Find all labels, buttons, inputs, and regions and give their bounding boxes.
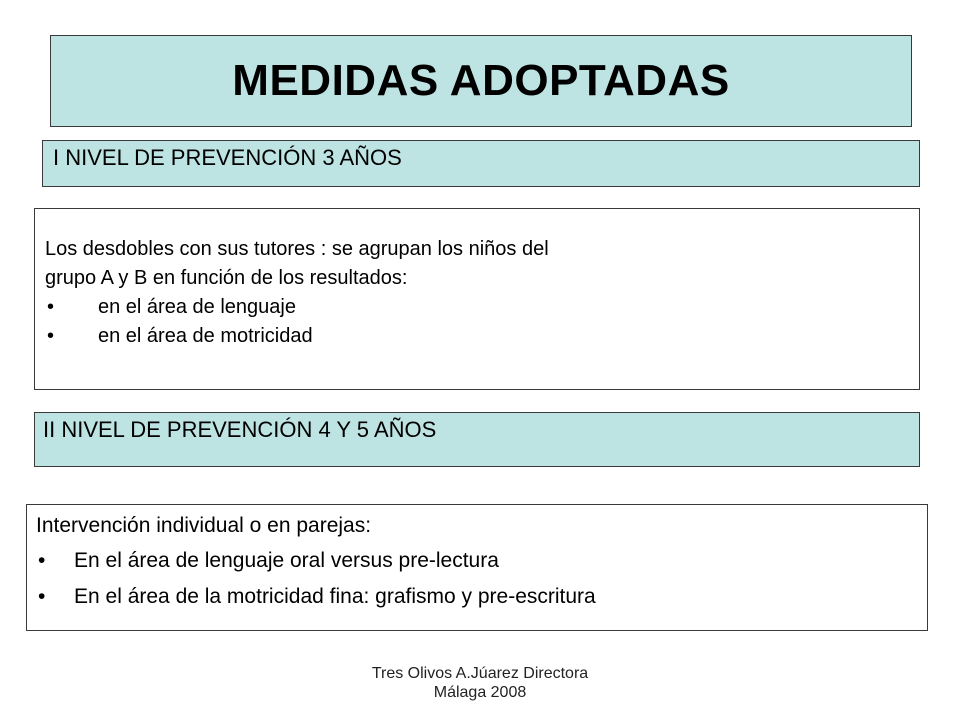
level2-heading: II NIVEL DE PREVENCIÓN 4 Y 5 AÑOS xyxy=(43,417,437,442)
level1-bullet-text: en el área de motricidad xyxy=(98,325,313,347)
level2-bullet-text: En el área de la motricidad fina: grafismo y pre-escritura xyxy=(74,585,596,608)
level1-body-line: Los desdobles con sus tutores : se agrupan los niños del xyxy=(45,238,549,260)
bullet-icon: • xyxy=(38,585,46,608)
bullet-icon: • xyxy=(38,549,46,572)
level1-bullet-item xyxy=(45,322,549,351)
level2-text-block xyxy=(36,511,596,612)
level1-text-block xyxy=(45,235,549,351)
level1-bullet-text: en el área de lenguaje xyxy=(98,296,296,318)
level1-body-line: grupo A y B en función de los resultados: xyxy=(45,267,408,289)
title-box xyxy=(50,35,912,127)
slide-title: MEDIDAS ADOPTADAS xyxy=(232,56,730,105)
level1-content-box xyxy=(34,208,920,390)
level2-heading-box xyxy=(34,412,920,467)
bullet-icon: • xyxy=(47,296,55,318)
level2-intro: Intervención individual o en parejas: xyxy=(36,514,372,537)
level1-bullet-item xyxy=(45,293,549,322)
footer xyxy=(0,664,960,702)
level2-content-box xyxy=(26,504,928,631)
level2-bullet-item xyxy=(36,582,596,612)
footer-place-date: Málaga 2008 xyxy=(433,684,527,701)
level2-bullet-item xyxy=(36,546,596,576)
level1-heading-box xyxy=(42,140,920,187)
bullet-icon: • xyxy=(47,325,55,347)
footer-author: Tres Olivos A.Júarez Directora xyxy=(371,665,589,682)
level2-bullet-text: En el área de lenguaje oral versus pre-lectura xyxy=(74,549,499,572)
level1-heading: I NIVEL DE PREVENCIÓN 3 AÑOS xyxy=(53,145,402,170)
